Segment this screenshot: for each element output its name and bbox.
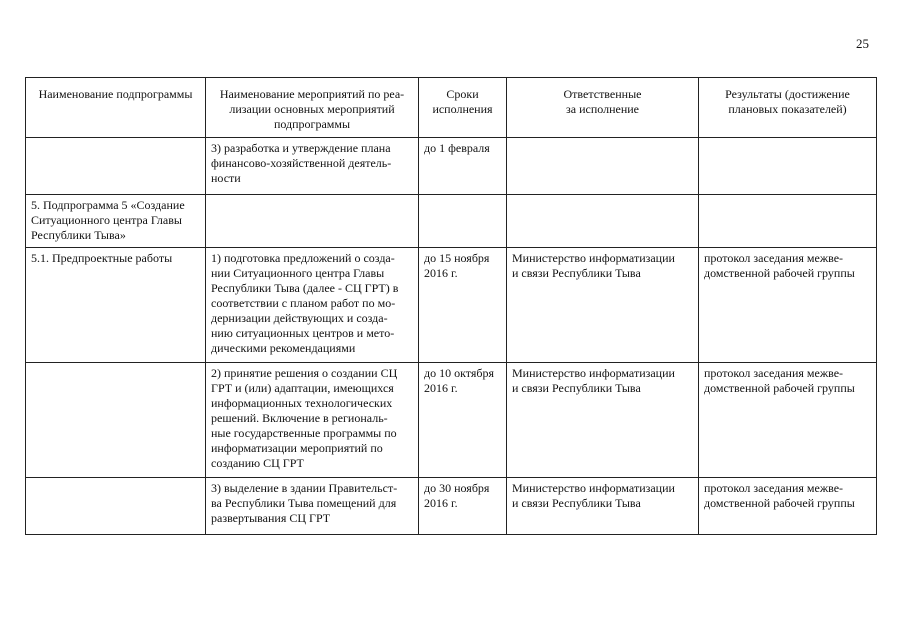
- cell-text-line: Министерство информатизации: [512, 366, 675, 380]
- cell-text-line: лизации основных мероприятий: [229, 102, 395, 116]
- cell-text-line: и связи Республики Тыва: [512, 266, 641, 280]
- cell-text-line: до 1 февраля: [424, 141, 490, 155]
- cell-text-line: и связи Республики Тыва: [512, 381, 641, 395]
- cell-text-line: дернизации действующих и созда-: [211, 311, 388, 325]
- cell-text-line: домственной рабочей группы: [704, 496, 855, 510]
- deadline-cell: [419, 138, 507, 195]
- cell-text-line: Ответственные: [563, 87, 642, 101]
- table-row: [26, 195, 877, 248]
- cell-text-line: и связи Республики Тыва: [512, 496, 641, 510]
- deadline-cell: [419, 248, 507, 363]
- page-number: 25: [856, 36, 869, 51]
- responsible-cell: [507, 478, 699, 535]
- cell-text-line: до 10 октября: [424, 366, 495, 380]
- table-row: [26, 248, 877, 363]
- activity-cell: [206, 363, 419, 478]
- header-responsible: [507, 78, 699, 138]
- subprogram-cell: [26, 248, 206, 363]
- cell-text-line: 2) принятие решения о создании СЦ: [211, 366, 398, 380]
- cell-text-line: до 15 ноября: [424, 251, 490, 265]
- cell-text-line: подпрограммы: [273, 117, 351, 131]
- cell-text-line: Наименование подпрограммы: [38, 87, 193, 101]
- cell-text-line: 2016 г.: [424, 266, 458, 280]
- table-row: [26, 138, 877, 195]
- activity-cell: [206, 248, 419, 363]
- activity-cell: [206, 195, 419, 248]
- subprogram-cell: [26, 138, 206, 195]
- cell-text-line: 1) подготовка предложений о созда-: [211, 251, 395, 265]
- cell-text-line: Министерство информатизации: [512, 251, 675, 265]
- cell-text-line: ГРТ и (или) адаптации, имеющихся: [211, 381, 394, 395]
- subprogram-cell: [26, 195, 206, 248]
- responsible-cell: [507, 248, 699, 363]
- cell-text-line: Республики Тыва (далее - СЦ ГРТ) в: [211, 281, 399, 295]
- cell-text-line: исполнения: [432, 102, 493, 116]
- subprogram-cell: [26, 478, 206, 535]
- deadline-cell: [419, 363, 507, 478]
- subprogram-cell: [26, 363, 206, 478]
- cell-text-line: нию ситуационных центров и мето-: [211, 326, 395, 340]
- cell-text-line: ности: [211, 171, 241, 185]
- responsible-cell: [507, 138, 699, 195]
- result-cell: [699, 478, 877, 535]
- cell-text-line: домственной рабочей группы: [704, 381, 855, 395]
- cell-text-line: созданию СЦ ГРТ: [211, 456, 304, 470]
- header-deadline: [419, 78, 507, 138]
- cell-text-line: домственной рабочей группы: [704, 266, 855, 280]
- activity-cell: [206, 478, 419, 535]
- table-row: [26, 363, 877, 478]
- result-cell: [699, 248, 877, 363]
- responsible-cell: [507, 363, 699, 478]
- result-cell: [699, 138, 877, 195]
- deadline-cell: [419, 195, 507, 248]
- cell-text-line: развертывания СЦ ГРТ: [211, 511, 331, 525]
- cell-text-line: информатизации мероприятий по: [211, 441, 383, 455]
- cell-text-line: протокол заседания межве-: [704, 366, 844, 380]
- cell-text-line: 2016 г.: [424, 496, 458, 510]
- header-activities: [206, 78, 419, 138]
- result-cell: [699, 363, 877, 478]
- cell-text-line: 3) разработка и утверждение плана: [211, 141, 391, 155]
- header-row: [26, 78, 877, 138]
- cell-text-line: до 30 ноября: [424, 481, 490, 495]
- cell-text-line: ные государственные программы по: [211, 426, 397, 440]
- cell-text-line: Министерство информатизации: [512, 481, 675, 495]
- cell-text-line: плановых показателей): [728, 102, 847, 116]
- responsible-cell: [507, 195, 699, 248]
- cell-text-line: протокол заседания межве-: [704, 251, 844, 265]
- cell-text-line: 5.1. Предпроектные работы: [31, 251, 173, 265]
- header-subprogram: [26, 78, 206, 138]
- cell-text-line: Сроки: [446, 87, 479, 101]
- cell-text-line: Наименование мероприятий по реа-: [219, 87, 405, 101]
- header-results: [699, 78, 877, 138]
- deadline-cell: [419, 478, 507, 535]
- activity-cell: [206, 138, 419, 195]
- cell-text-line: Результаты (достижение: [725, 87, 850, 101]
- cell-text-line: соответствии с планом работ по мо-: [211, 296, 396, 310]
- result-cell: [699, 195, 877, 248]
- cell-text-line: ва Республики Тыва помещений для: [211, 496, 397, 510]
- cell-text-line: Республики Тыва»: [31, 228, 126, 242]
- cell-text-line: нии Ситуационного центра Главы: [211, 266, 385, 280]
- cell-text-line: 2016 г.: [424, 381, 458, 395]
- cell-text-line: решений. Включение в региональ-: [211, 411, 388, 425]
- table-row: [26, 478, 877, 535]
- cell-text-line: финансово-хозяйственной деятель-: [211, 156, 392, 170]
- cell-text-line: дическими рекомендациями: [211, 341, 356, 355]
- cell-text-line: 5. Подпрограмма 5 «Создание: [31, 198, 185, 212]
- cell-text-line: протокол заседания межве-: [704, 481, 844, 495]
- cell-text-line: за исполнение: [566, 102, 639, 116]
- cell-text-line: информационных технологических: [211, 396, 393, 410]
- cell-text-line: 3) выделение в здании Правительст-: [211, 481, 398, 495]
- cell-text-line: Ситуационного центра Главы: [31, 213, 182, 227]
- program-table: [25, 77, 877, 535]
